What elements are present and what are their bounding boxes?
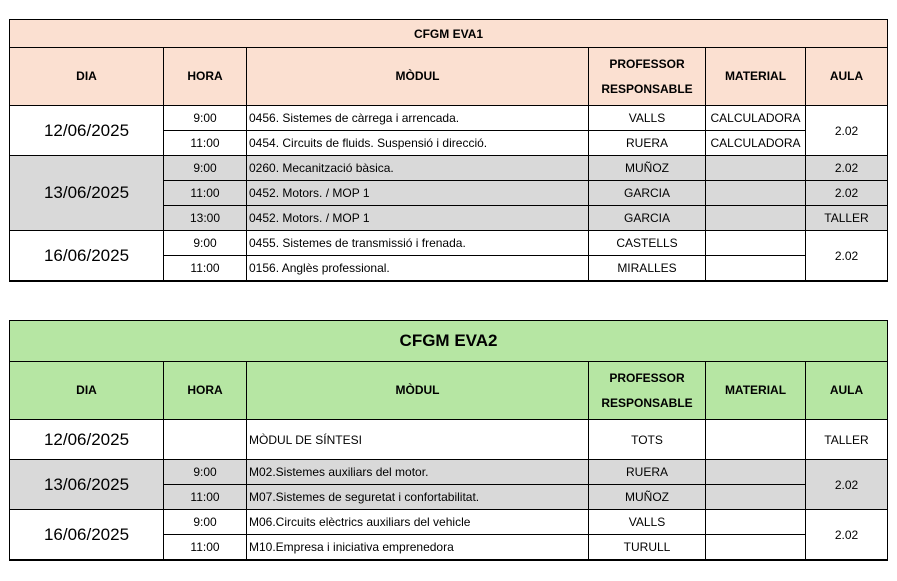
header-material: MATERIAL	[706, 48, 806, 106]
exam-table-eva2	[9, 320, 888, 561]
header-hora: HORA	[164, 48, 247, 106]
date-cell: 13/06/2025	[10, 156, 164, 231]
material-cell: CALCULADORA	[706, 106, 806, 131]
material-cell: CALCULADORA	[706, 131, 806, 156]
header-row	[10, 362, 888, 420]
modul-cell: 0454. Circuits de fluids. Suspensió i direcció.	[247, 131, 589, 156]
modul-cell: 0156. Anglès professional.	[247, 256, 589, 282]
material-cell	[706, 460, 806, 485]
table-title: CFGM EVA2	[10, 321, 888, 362]
hora-cell: 11:00	[164, 256, 247, 282]
professor-cell: VALLS	[589, 106, 706, 131]
material-cell	[706, 485, 806, 510]
professor-cell: MIRALLES	[589, 256, 706, 282]
material-cell	[706, 181, 806, 206]
hora-cell: 9:00	[164, 460, 247, 485]
hora-cell: 11:00	[164, 181, 247, 206]
modul-cell: MÒDUL DE SÍNTESI	[247, 420, 589, 460]
hora-cell	[164, 420, 247, 460]
header-modul: MÒDUL	[247, 362, 589, 420]
table-row	[10, 106, 888, 131]
modul-cell: 0456. Sistemes de càrrega i arrencada.	[247, 106, 589, 131]
modul-cell: 0452. Motors. / MOP 1	[247, 206, 589, 231]
table-row	[10, 460, 888, 485]
material-cell	[706, 206, 806, 231]
aula-cell: 2.02	[806, 106, 888, 156]
professor-cell: GARCIA	[589, 181, 706, 206]
hora-cell: 11:00	[164, 535, 247, 561]
table-title: CFGM EVA1	[10, 20, 888, 48]
table-row	[10, 420, 888, 460]
date-cell: 16/06/2025	[10, 510, 164, 561]
date-cell: 13/06/2025	[10, 460, 164, 510]
aula-cell: 2.02	[806, 460, 888, 510]
material-cell	[706, 231, 806, 256]
material-cell	[706, 156, 806, 181]
aula-cell: 2.02	[806, 181, 888, 206]
aula-cell: TALLER	[806, 206, 888, 231]
modul-cell: M06.Circuits elèctrics auxiliars del vehicle	[247, 510, 589, 535]
professor-cell: RUERA	[589, 460, 706, 485]
aula-cell: 2.02	[806, 156, 888, 181]
modul-cell: M10.Empresa i iniciativa emprenedora	[247, 535, 589, 561]
professor-cell: TURULL	[589, 535, 706, 561]
professor-cell: MUÑOZ	[589, 156, 706, 181]
table-row	[10, 231, 888, 256]
aula-cell: 2.02	[806, 510, 888, 561]
hora-cell: 13:00	[164, 206, 247, 231]
professor-cell: MUÑOZ	[589, 485, 706, 510]
table-row	[10, 156, 888, 181]
header-material: MATERIAL	[706, 362, 806, 420]
material-cell	[706, 535, 806, 561]
material-cell	[706, 256, 806, 282]
aula-cell: 2.02	[806, 231, 888, 282]
modul-cell: 0455. Sistemes de transmissió i frenada.	[247, 231, 589, 256]
material-cell	[706, 420, 806, 460]
modul-cell: 0260. Mecanització bàsica.	[247, 156, 589, 181]
hora-cell: 9:00	[164, 106, 247, 131]
professor-cell: GARCIA	[589, 206, 706, 231]
table-row	[10, 510, 888, 535]
header-aula: AULA	[806, 362, 888, 420]
aula-cell: TALLER	[806, 420, 888, 460]
hora-cell: 11:00	[164, 485, 247, 510]
date-cell: 16/06/2025	[10, 231, 164, 282]
header-professor: PROFESSOR RESPONSABLE	[589, 48, 706, 106]
hora-cell: 9:00	[164, 156, 247, 181]
hora-cell: 11:00	[164, 131, 247, 156]
hora-cell: 9:00	[164, 510, 247, 535]
professor-cell: CASTELLS	[589, 231, 706, 256]
header-dia: DIA	[10, 48, 164, 106]
modul-cell: M07.Sistemes de seguretat i confortabilitat.	[247, 485, 589, 510]
header-professor: PROFESSOR RESPONSABLE	[589, 362, 706, 420]
date-cell: 12/06/2025	[10, 420, 164, 460]
exam-table-eva1	[9, 19, 888, 282]
hora-cell: 9:00	[164, 231, 247, 256]
header-dia: DIA	[10, 362, 164, 420]
modul-cell: M02.Sistemes auxiliars del motor.	[247, 460, 589, 485]
professor-cell: RUERA	[589, 131, 706, 156]
header-modul: MÒDUL	[247, 48, 589, 106]
header-hora: HORA	[164, 362, 247, 420]
header-aula: AULA	[806, 48, 888, 106]
header-row	[10, 48, 888, 106]
material-cell	[706, 510, 806, 535]
modul-cell: 0452. Motors. / MOP 1	[247, 181, 589, 206]
date-cell: 12/06/2025	[10, 106, 164, 156]
professor-cell: VALLS	[589, 510, 706, 535]
professor-cell: TOTS	[589, 420, 706, 460]
